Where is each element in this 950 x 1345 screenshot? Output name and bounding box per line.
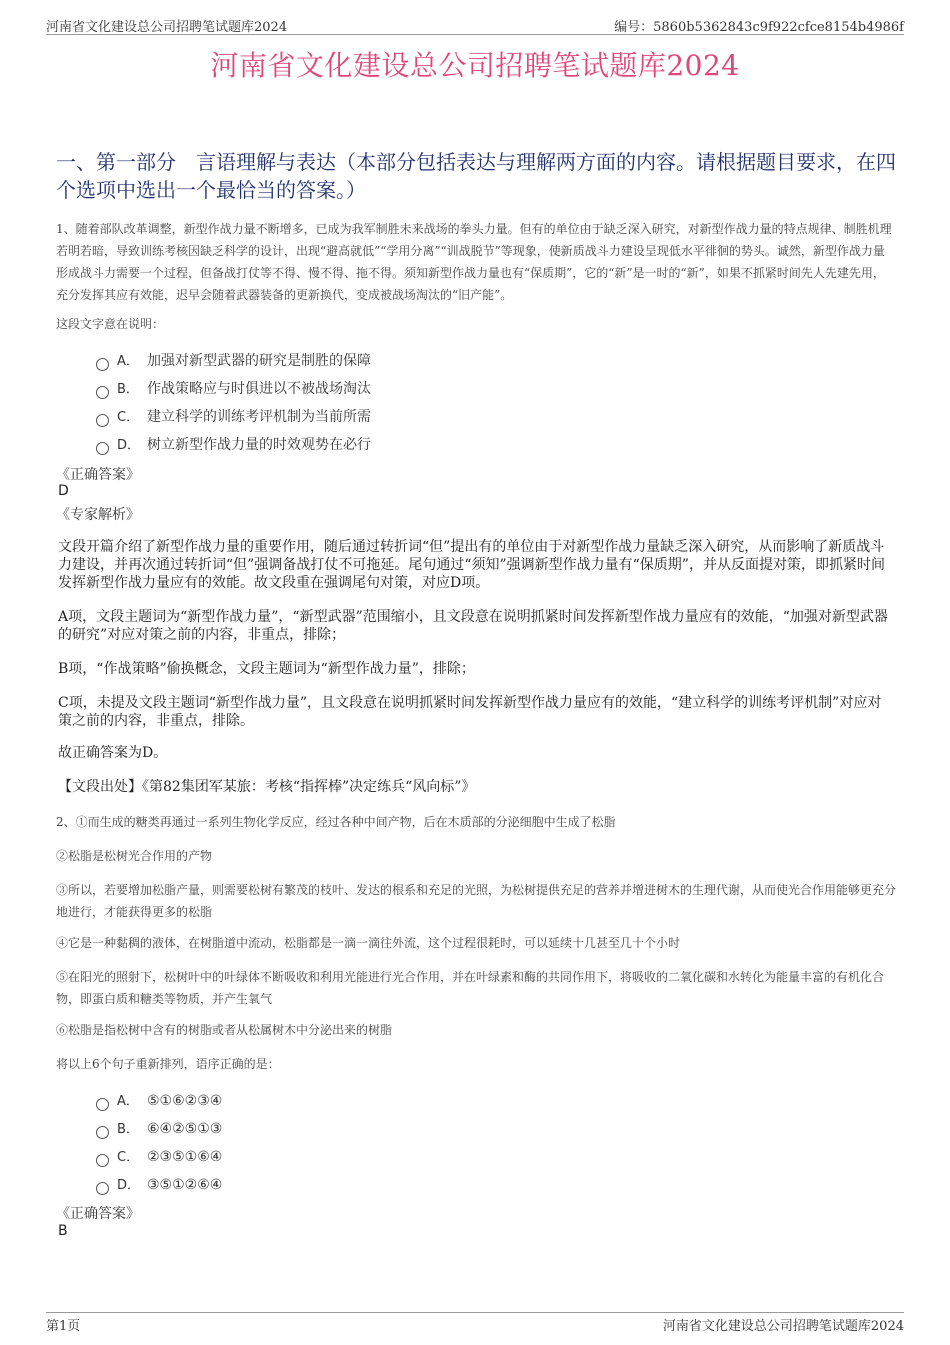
q1-answer: D bbox=[58, 483, 69, 499]
q2-sentence: ④它是一种黏稠的液体，在树脂道中流动，松脂都是一滴一滴往外流，这个过程很耗时，可以延续十几甚至几十个小时 bbox=[56, 936, 681, 950]
radio-icon[interactable] bbox=[96, 1126, 109, 1139]
q2-sentence: ②松脂是松树光合作用的产物 bbox=[56, 849, 213, 863]
radio-icon[interactable] bbox=[96, 442, 109, 455]
radio-icon[interactable] bbox=[96, 358, 109, 371]
q1-option-d[interactable]: D． 树立新型作战力量的时效观势在必行 bbox=[96, 434, 371, 456]
q2-option-d[interactable]: D． ③⑤①②⑥④ bbox=[96, 1174, 222, 1196]
page-title: 河南省文化建设总公司招聘笔试题库2024 bbox=[210, 49, 740, 82]
q1-answer-label: 《正确答案》 bbox=[56, 467, 140, 483]
q1-analysis-paragraph: B项，“作战策略”偷换概念，文段主题词为“新型作战力量”，排除； bbox=[58, 661, 475, 677]
q2-option-a[interactable]: A． ⑤①⑥②③④ bbox=[96, 1090, 222, 1112]
page-header bbox=[46, 14, 904, 35]
header-doc-number: 编号：5860b5362843c9f922cfce8154b4986f bbox=[614, 20, 904, 35]
q2-option-b[interactable]: B． ⑥④②⑤①③ bbox=[96, 1118, 222, 1140]
radio-icon[interactable] bbox=[96, 414, 109, 427]
page-number: 第1页 bbox=[46, 1319, 81, 1334]
q2-answer-label: 《正确答案》 bbox=[56, 1206, 140, 1222]
q2-sentence: 2、①而生成的糖类再通过一系列生物化学反应，经过各种中间产物，后在木质部的分泌细胞中生成了松脂 bbox=[56, 815, 616, 829]
q2-sentence: ③所以，若要增加松脂产量，则需要松树有繁茂的枝叶、发达的根系和充足的光照，为松树提供充足的营养并增进树木的生理代谢，从而使光合作用能够更充分地进行，才能获得更多的松脂 bbox=[56, 883, 897, 919]
q1-analysis-paragraph: 故正确答案为D。 bbox=[58, 745, 168, 761]
q1-prompt: 这段文字意在说明： bbox=[56, 317, 165, 331]
radio-icon[interactable] bbox=[96, 386, 109, 399]
q1-analysis-label: 《专家解析》 bbox=[56, 507, 140, 523]
q2-sentence: ⑤在阳光的照射下，松树叶中的叶绿体不断吸收和利用光能进行光合作用，并在叶绿素和酶的共同作用下，将吸收的二氧化碳和水转化为能量丰富的有机化合物，即蛋白质和糖类等物质，并产生氧气 bbox=[56, 970, 885, 1006]
radio-icon[interactable] bbox=[96, 1182, 109, 1195]
q1-option-a[interactable]: A． 加强对新型武器的研究是制胜的保障 bbox=[96, 350, 371, 372]
q1-source: 【文段出处】《第82集团军某旅：考核“指挥棒”决定练兵“风向标”》 bbox=[58, 779, 476, 795]
q1-option-c[interactable]: C． 建立科学的训练考评机制为当前所需 bbox=[96, 406, 371, 428]
radio-icon[interactable] bbox=[96, 1098, 109, 1111]
q2-sentence: ⑥松脂是指松树中含有的树脂或者从松属树木中分泌出来的树脂 bbox=[56, 1023, 393, 1037]
page-footer bbox=[46, 1312, 904, 1333]
q2-option-c[interactable]: C． ②③⑤①⑥④ bbox=[96, 1146, 222, 1168]
q1-option-b[interactable]: B． 作战策略应与时俱进以不被战场淘汰 bbox=[96, 378, 371, 400]
section-heading: 一、第一部分 言语理解与表达（本部分包括表达与理解两方面的内容。请根据题目要求，在四个选项中选出一个最恰当的答案。） bbox=[56, 150, 896, 202]
q1-stem: 1、随着部队改革调整，新型作战力量不断增多，已成为我军制胜未来战场的拳头力量。但有的单位由于缺乏深入研究，对新型作战力量的特点规律、制胜机理若明若暗，导致训练考核因缺乏科学的设计，出现“避高就低”“学用分离”“训战脱节”等现象，使新质战斗力建设呈现低水平徘徊的势头。诚然，新型作战力量形成战斗力需要一个过程，但备战打仗等不得、慢不得、拖不得。须知新型作战力量也有“保质期”，它的“新”是一时的“新”，如果不抓紧时间先人先建先用，充分发挥其应有效能，迟早会随着武器装备的更新换代，变成被战场淘汰的“旧产能”。 bbox=[56, 222, 892, 302]
q1-analysis-paragraph: A项，文段主题词为“新型作战力量”，“新型武器”范围缩小，且文段意在说明抓紧时间发挥新型作战力量应有的效能，“加强对新型武器的研究”对应对策之前的内容，非重点，排除； bbox=[58, 609, 888, 643]
q2-prompt: 将以上6个句子重新排列，语序正确的是： bbox=[56, 1057, 280, 1071]
q1-analysis-paragraph: C项，未提及文段主题词“新型作战力量”，且文段意在说明抓紧时间发挥新型作战力量应有的效能，“建立科学的训练考评机制”对应对策之前的内容，非重点，排除。 bbox=[58, 695, 882, 729]
header-doc-title: 河南省文化建设总公司招聘笔试题库2024 bbox=[46, 20, 288, 35]
q2-answer: B bbox=[58, 1223, 68, 1239]
footer-doc-title: 河南省文化建设总公司招聘笔试题库2024 bbox=[662, 1319, 904, 1334]
radio-icon[interactable] bbox=[96, 1154, 109, 1167]
q1-analysis-paragraph: 文段开篇介绍了新型作战力量的重要作用，随后通过转折词“但”提出有的单位由于对新型作战力量缺乏深入研究，从而影响了新质战斗力建设，并再次通过转折词“但”强调备战打仗不可拖延。尾句通过“须知”强调新型作战力量有“保质期”，并从反面提对策，即抓紧时间发挥新型作战力量应有的效能。故文段重在强调尾句对策，对应D项。 bbox=[58, 539, 885, 591]
